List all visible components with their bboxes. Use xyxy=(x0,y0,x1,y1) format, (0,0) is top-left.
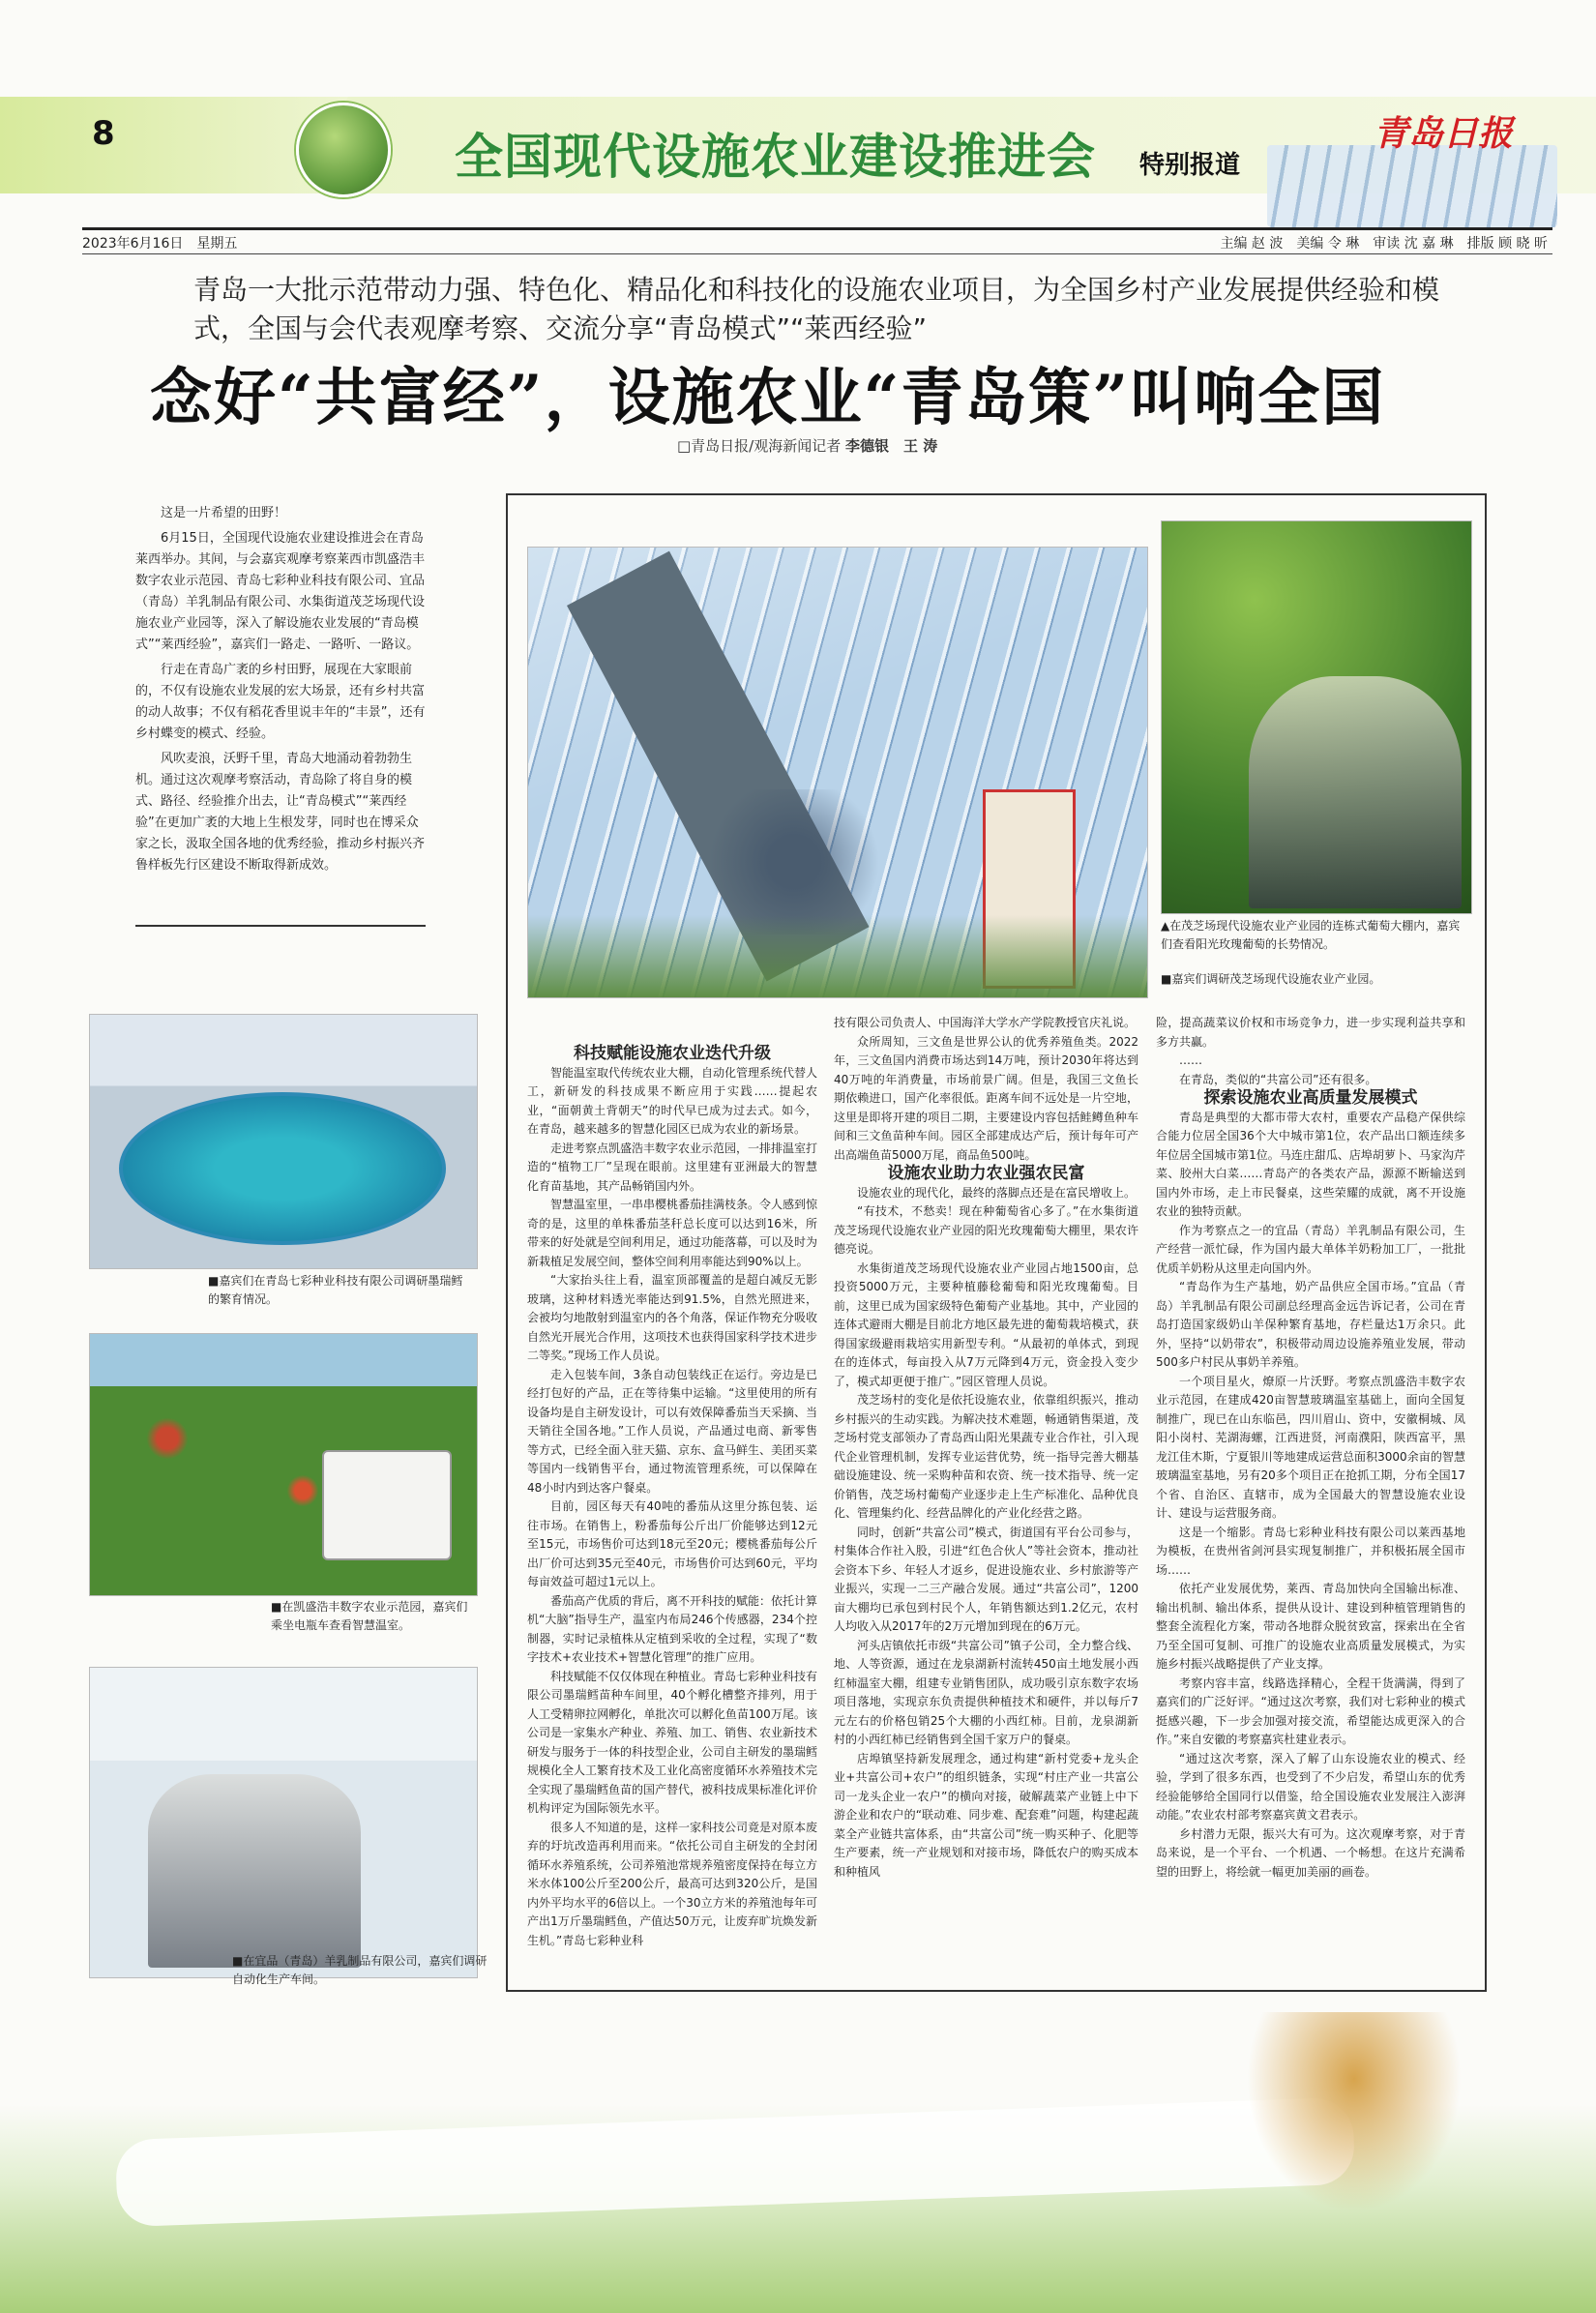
byline xyxy=(677,435,937,456)
page-number: 8 xyxy=(92,114,115,153)
section-heading: 探索设施农业高质量发展模式 xyxy=(1203,1088,1418,1108)
intro-paragraph: 风吹麦浪，沃野千里，青岛大地涌动着勃勃生机。通过这次观摩考察活动，青岛除了将自身的模式、路径、经验推介出去，让“青岛模式”“莱西经验”在更加广袤的大地上生根发芽，同时也在博采众家之长，汲取全国各地的优秀经验，推动乡村振兴齐鲁样板先行区建设不断取得新成效。 xyxy=(135,752,426,873)
photo-caption: ■嘉宾们在青岛七彩种业科技有限公司调研墨瑞鳕的繁育情况。 xyxy=(208,1274,463,1306)
paragraph: 作为考察点之一的宜品（青岛）羊乳制品有限公司，生产经营一派忙碌，作为国内最大单体羊奶粉加工厂，一批批优质羊奶粉从这里走向国内外。 xyxy=(1156,1223,1465,1275)
paragraph: 智慧温室里，一串串樱桃番茄挂满枝条。令人感到惊奇的是，这里的单株番茄茎秆总长度可以达到16米，所带来的好处就是空间利用足，通过功能落幕，可以及时为新栽植足发展空间，整体空间利用率能达到90%以上。 xyxy=(527,1198,818,1268)
paragraph: 乡村潜力无限，振兴大有可为。这次观摩考察，对于青岛来说，是一个平台、一个机遇、一个畅想。在这片充满希望的田野上，将绘就一幅更加美丽的画卷。 xyxy=(1156,1826,1465,1879)
paragraph: 水集街道茂芝场现代设施农业产业园占地1500亩，总投资5000万元，主要种植藤稔葡萄和阳光玫瑰葡萄。目前，这里已成为国家级特色葡萄产业基地。其中，产业园的连体式避雨大棚是目前北方地区最先进的葡萄栽培模式，获得国家级避雨栽培实用新型专利。“从最初的单体式，到现在的连体式，每亩投入从7万元降到4万元，资金投入变少了，模式却更便于推广。”园区管理人员说。 xyxy=(834,1260,1138,1388)
fish-tank-photo xyxy=(89,1014,478,1269)
photo-caption: ■嘉宾们调研茂芝场现代设施农业产业园。 xyxy=(1161,972,1381,986)
wheat-icon xyxy=(1228,2012,1480,2235)
paragraph: 依托产业发展优势，莱西、青岛加快向全国输出标准、输出机制、输出体系，提供从设计、建设到种植管理销售的整套全流程化方案，带动各地群众脱贫致富，探索出在全省乃至全国可复制、可推广的设施农业高质量发展模式，为实施乡村振兴战略提供了产业支撑。 xyxy=(1156,1582,1465,1671)
subheadline: 青岛一大批示范带动力强、特色化、精品化和科技化的设施农业项目，为全国乡村产业发展提供经验和模式，全国与会代表观摩考察、交流分享“青岛模式”“莱西经验” xyxy=(193,274,1440,344)
paragraph: 很多人不知道的是，这样一家科技公司竟是对原本废弃的圩坑改造再利用而来。“依托公司自主研发的全封闭循环水养殖系统，公司养殖池常规养殖密度保持在每立方米水体100公斤至200公斤，最高可达到320公斤，是国内外平均水平的6倍以上。一个30立方米的养殖池每年可产出1万斤墨瑞鳕鱼，产值达50万元，让废弃旷坑焕发新生机。”青岛七彩种业科 xyxy=(527,1820,818,1947)
byline-source: □青岛日报/观海新闻记者 xyxy=(677,437,842,455)
fish-tank xyxy=(119,1092,446,1245)
intro-paragraph: 这是一片希望的田野！ xyxy=(161,506,287,520)
paragraph: 科技赋能不仅仅体现在种植业。青岛七彩种业科技有限公司墨瑞鳕苗种车间里，40个孵化槽整齐排列，用于人工受精卵拉网孵化，单批次可以孵化鱼苗100万尾。该公司是一家集水产种业、养殖、加工、销售、农业新技术研发与服务于一体的科技型企业，公司自主研发的墨瑞鳕规模化全人工繁育技术及工业化高密度循环水养殖技术完全实现了墨瑞鳕鱼苗的国产替代，被科技成果标准化评价机构评定为国际领先水平。 xyxy=(527,1669,818,1815)
paragraph: 番茄高产优质的背后，离不开科技的赋能：依托计算机“大脑”指导生产，温室内布局246个传感器，234个控制器，实时记录植株从定植到采收的全过程，实现了“数字技术+农业技术+智慧化管理”的推广应用。 xyxy=(527,1593,818,1664)
photo-caption: ▲在茂芝场现代设施农业产业园的连栋式葡萄大棚内，嘉宾们查看阳光玫瑰葡萄的长势情况。 xyxy=(1161,919,1461,951)
paragraph: 目前，园区每天有40吨的番茄从这里分拣包装、运往市场。在销售上，粉番茄每公斤出厂价能够达到12元至15元，市场售价可达到18元至20元；樱桃番茄每公斤出厂价可达到35元至40元，市场售价可达到60元，平均每亩效益可超过1元以上。 xyxy=(527,1499,817,1588)
masthead-logo: 青岛日报 xyxy=(1374,113,1514,154)
visitors xyxy=(1249,676,1462,908)
special-report-label: 特别报道 xyxy=(1139,151,1241,180)
electric-cart xyxy=(322,1450,452,1560)
paragraph: 同时，创新“共富公司”模式，街道国有平台公司参与，村集体合作社入股，引进“红色合伙人”等社会资本，推动社会资本下乡、年轻人才返乡，促进设施农业、乡村旅游等产业振兴，实现一二三产融合发展。通过“共富公司”，1200亩大棚均已承包到村民个人，年销售额达到1.2亿元，农村人均收入从2017年的2万元增加到现在的6万元。 xyxy=(834,1525,1138,1633)
visitor-group xyxy=(673,789,915,934)
tree-line xyxy=(528,915,1147,998)
paragraph: “有技术，不愁卖！现在种葡萄省心多了。”在水集街道茂芝场现代设施农业产业园的阳光玫瑰葡萄大棚里，果农许德亮说。 xyxy=(834,1204,1138,1256)
paragraph: 险，提高蔬菜议价权和市场竞争力，进一步实现利益共享和多方共赢。 xyxy=(1156,1016,1465,1049)
article-column-1 xyxy=(527,1045,817,1950)
photo-caption: ■在宜品（青岛）羊乳制品有限公司，嘉宾们调研自动化生产车间。 xyxy=(232,1954,488,1986)
paragraph: 一个项目星火，燎原一片沃野。考察点凯盛浩丰数字农业示范园，在建成420亩智慧玻璃温室基础上，面向全国复制推广，现已在山东临邑，四川眉山、资中，安徽桐城、凤阳小岗村、芜湖海螺，江西进贤，河南濮阳，陕西富平，黑龙江佳木斯，宁夏银川等地建成运营总面积3000余亩的智慧玻璃温室基地，另有20多个项目正在抢抓工期，分布全国17个省、自治区、直辖市，成为全国最大的智慧设施农业设计、建设与运营服务商。 xyxy=(1156,1374,1465,1520)
paragraph: “大家抬头往上看，温室顶部覆盖的是超白减反无影玻璃，这种材料透光率能达到91.5%，自然光照进来，会被均匀地散射到温室内的各个角落，保证作物充分吸收自然光开展光合作用，这项技术也获得国家科学技术进步二等奖。”现场工作人员说。 xyxy=(527,1273,818,1362)
paragraph: “通过这次考察，深入了解了山东设施农业的模式、经验，学到了很多东西，也受到了不少启发，希望山东的优秀经验能够给全国同行以借鉴，给全国设施农业发展注入澎湃动能。”农业农村部考察嘉宾黄文君表示。 xyxy=(1156,1751,1465,1822)
globe-plant-icon xyxy=(296,103,391,197)
paragraph: 店埠镇坚持新发展理念，通过构建“新村党委+龙头企业+共富公司+农户”的组织链条，实现“村庄产业一共富公司一龙头企业一农户”的横向对接，破解蔬菜产业链上中下游企业和农户的“联动难、同步难、配套难”问题，构建起蔬菜全产业链共富体系，由“共富公司”统一购买种子、化肥等生产要素，统一产业规划和对接市场，降低农户的购买成本和种植风 xyxy=(834,1751,1138,1879)
headline: 念好“共富经”，设施农业“青岛策”叫响全国 xyxy=(150,362,1386,434)
paragraph: 走入包装车间，3条自动包装线正在运行。旁边是已经打包好的产品，正在等待集中运输。“这里使用的所有设备均是自主研发设计，可以有效保障番茄当天采摘、当天销往全国各地。”工作人员说，产品通过电商、新零售等方式，已经全面入驻天猫、京东、盒马鲜生、美团买菜等国内一线销售平台，通过物流管理系统，可以保障在48小时内到达客户餐桌。 xyxy=(527,1367,818,1495)
paragraph: 走进考察点凯盛浩丰数字农业示范园，一排排温室打造的“植物工厂”呈现在眼前。这里建有亚洲最大的智慧化育苗基地，其产品畅销国内外。 xyxy=(527,1141,818,1193)
header-rule-thin xyxy=(82,253,1552,254)
aerial-greenhouse-photo xyxy=(527,547,1148,998)
factory-photo xyxy=(89,1667,478,1978)
intro-text xyxy=(135,503,426,880)
intro-paragraph: 行走在青岛广袤的乡村田野，展现在大家眼前的，不仅有设施农业发展的宏大场景，还有乡村共富的动人故事；不仅有稻花香里说丰年的“丰景”，还有乡村蝶变的模式、经验。 xyxy=(135,663,426,741)
header-rule xyxy=(82,227,1552,230)
paragraph: “青岛作为生产基地，奶产品供应全国市场。”宜品（青岛）羊乳制品有限公司副总经理高金远告诉记者，公司在青岛打造国家级奶山羊保种繁育基地，存栏量达1万余只。此外，坚持“以奶带农”，积极带动周边设施养殖业发展，带动500多户村民从事奶羊养殖。 xyxy=(1156,1280,1465,1369)
greenhouse-header-image xyxy=(1267,145,1557,227)
tomato-greenhouse-photo xyxy=(89,1333,478,1596)
section-title: 全国现代设施农业建设推进会 xyxy=(455,128,1096,185)
paragraph: 茂芝场村的变化是依托设施农业，依靠组织振兴，推动乡村振兴的生动实践。为解决技术难题，畅通销售渠道，茂芝场村党支部领办了青岛西山阳光果蔬专业合作社，引入现代企业管理机制，发挥专业运营优势，统一指导完善大棚基础设施建设、统一采购种苗和农资、统一技术指导、统一定价销售，茂芝场村葡萄产业逐步走上生产标准化、品种优良化、管理集约化、经营品牌化的产业化经营之路。 xyxy=(834,1393,1138,1520)
paragraph: 考察内容丰富，线路选择精心，全程干货满满，得到了嘉宾们的广泛好评。“通过这次考察，我们对七彩种业的模式挺感兴趣，下一步会加强对接交流，希望能达成更深入的合作。”来自安徽的考察嘉宾杜建业表示。 xyxy=(1156,1675,1465,1746)
intro-paragraph: 6月15日，全国现代设施农业建设推进会在青岛莱西举办。其间，与会嘉宾观摩考察莱西市凯盛浩丰数字农业示范园、青岛七彩种业科技有限公司、宜品（青岛）羊乳制品有限公司、水集街道茂芝场现代设施农业产业园等，深入了解设施农业发展的“青岛模式”“莱西经验”，嘉宾们一路走、一路听、一路议。 xyxy=(135,531,426,652)
issue-date: 2023年6月16日 星期五 xyxy=(82,236,238,252)
photo-caption: ■在凯盛浩丰数字农业示范园，嘉宾们乘坐电瓶车查看智慧温室。 xyxy=(271,1600,468,1632)
paragraph: 在青岛，类似的“共富公司”还有很多。 xyxy=(1179,1072,1377,1086)
paragraph: 技有限公司负责人、中国海洋大学水产学院教授官庆礼说。 xyxy=(834,1016,1137,1029)
paper-scroll xyxy=(115,2097,1355,2228)
paragraph: 河头店镇依托市级“共富公司”镇子公司，全力整合线、地、人等资源，通过在龙泉湖新村流转450亩土地发展小西红柿温室大棚，组建专业销售团队，成功吸引京东数字农场项目落地，实现京东负责提供种植技术和硬件，并以每斤7元左右的价格包销25个大棚的小西红柿。目前，龙泉湖新村的小西红柿已经销售到全国千家万户的餐桌。 xyxy=(834,1638,1138,1746)
section-heading: 科技赋能设施农业迭代升级 xyxy=(574,1044,771,1063)
editor-credits: 主编 赵 波 美编 令 琳 审读 沈 嘉 琳 排版 顾 晓 昕 xyxy=(1220,236,1548,252)
byline-authors: 李德银 王 涛 xyxy=(845,437,938,455)
section-heading: 设施农业助力农业强农民富 xyxy=(887,1164,1085,1183)
intro-rule xyxy=(135,925,426,927)
article-column-2 xyxy=(834,1014,1138,1882)
paragraph: 智能温室取代传统农业大棚，自动化管理系统代替人工，新研发的科技成果不断应用于实践……提起农业，“面朝黄土背朝天”的时代早已成为过去式。如今，在青岛，越来越多的智慧化园区已成为农业的新场景。 xyxy=(527,1065,818,1136)
paragraph: 众所周知，三文鱼是世界公认的优秀养殖鱼类。2022年，三文鱼国内消费市场达到14万吨，预计2030年将达到40万吨的年消费量，市场前景广阔。但是，我国三文鱼长期依赖进口，国产化率很低。距离车间不远处是一片空地，这里是即将开建的项目二期，主要建设内容包括鲑鳟鱼种车间和三文鱼苗种车间。园区全部建成达产后，预计每年可产出高端鱼苗5000万尾，商品鱼500吨。 xyxy=(834,1034,1138,1162)
visitors xyxy=(148,1774,361,1968)
paragraph: …… xyxy=(1179,1053,1202,1067)
paragraph: 这是一个缩影。青岛七彩种业科技有限公司以莱西基地为模板，在贵州省剑河县实现复制推广，并积极拓展全国市场…… xyxy=(1156,1525,1465,1577)
article-column-3 xyxy=(1156,1014,1465,1882)
paragraph: 青岛是典型的大都市带大农村，重要农产品稳产保供综合能力位居全国36个大中城市第1位，农产品出口额连续多年位居全国城市第1位。马连庄甜瓜、店埠胡萝卜、马家沟芹菜、胶州大白菜……青岛产的各类农产品，源源不断输送到国内外市场，走上市民餐桌，这些荣耀的成就，离不开设施农业的独特贡献。 xyxy=(1156,1110,1465,1218)
bottom-decorative-art xyxy=(0,1993,1596,2313)
grape-vineyard-photo xyxy=(1161,520,1472,914)
paragraph: 设施农业的现代化，最终的落脚点还是在富民增收上。 xyxy=(857,1185,1137,1200)
